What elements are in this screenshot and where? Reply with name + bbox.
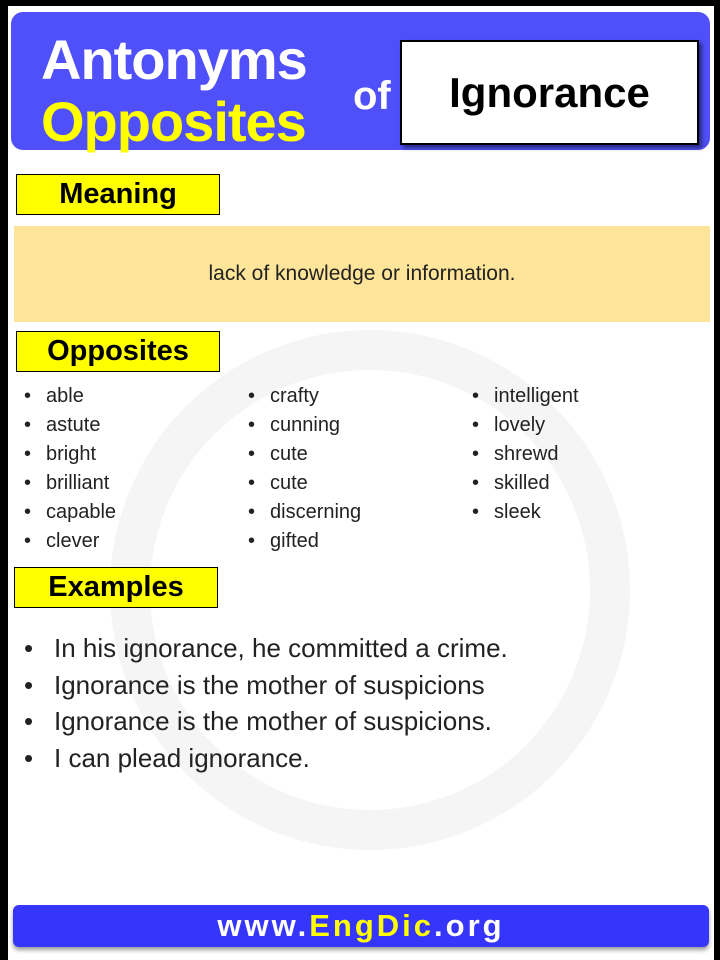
list-item: • lovely (464, 411, 579, 440)
title-antonyms: Antonyms (41, 28, 307, 91)
list-item: • capable (16, 498, 116, 527)
list-item: • gifted (240, 527, 361, 556)
list-item: • clever (16, 527, 116, 556)
opposites-column-3 (464, 382, 579, 527)
title-of: of (353, 74, 391, 118)
list-item: • cute (240, 440, 361, 469)
title-opposites: Opposites (41, 90, 306, 153)
list-item: • able (16, 382, 116, 411)
list-item: • bright (16, 440, 116, 469)
examples-label: Examples (14, 567, 218, 608)
list-item: • astute (16, 411, 116, 440)
header-banner (11, 12, 710, 153)
list-item: • skilled (464, 469, 579, 498)
example-item: • Ignorance is the mother of suspicions. (24, 703, 508, 740)
list-item: • shrewd (464, 440, 579, 469)
meaning-label: Meaning (16, 174, 220, 215)
opposites-column-2 (240, 382, 361, 556)
list-item: • sleek (464, 498, 579, 527)
opposites-label: Opposites (16, 331, 220, 372)
example-item: • I can plead ignorance. (24, 740, 508, 777)
list-item: • cute (240, 469, 361, 498)
list-item: • brilliant (16, 469, 116, 498)
opposites-column-1 (16, 382, 116, 556)
example-item: • In his ignorance, he committed a crime. (24, 630, 508, 667)
footer-website[interactable] (13, 905, 709, 947)
meaning-text: lack of knowledge or information. (14, 226, 710, 322)
list-item: • intelligent (464, 382, 579, 411)
list-item: • crafty (240, 382, 361, 411)
examples-list (24, 630, 508, 776)
footer-prefix: www. (217, 908, 310, 943)
footer-suffix: .org (434, 908, 505, 943)
footer-brand: EngDic (309, 908, 435, 943)
list-item: • discerning (240, 498, 361, 527)
headword: Ignorance (400, 40, 699, 145)
example-item: • Ignorance is the mother of suspicions (24, 667, 508, 704)
list-item: • cunning (240, 411, 361, 440)
